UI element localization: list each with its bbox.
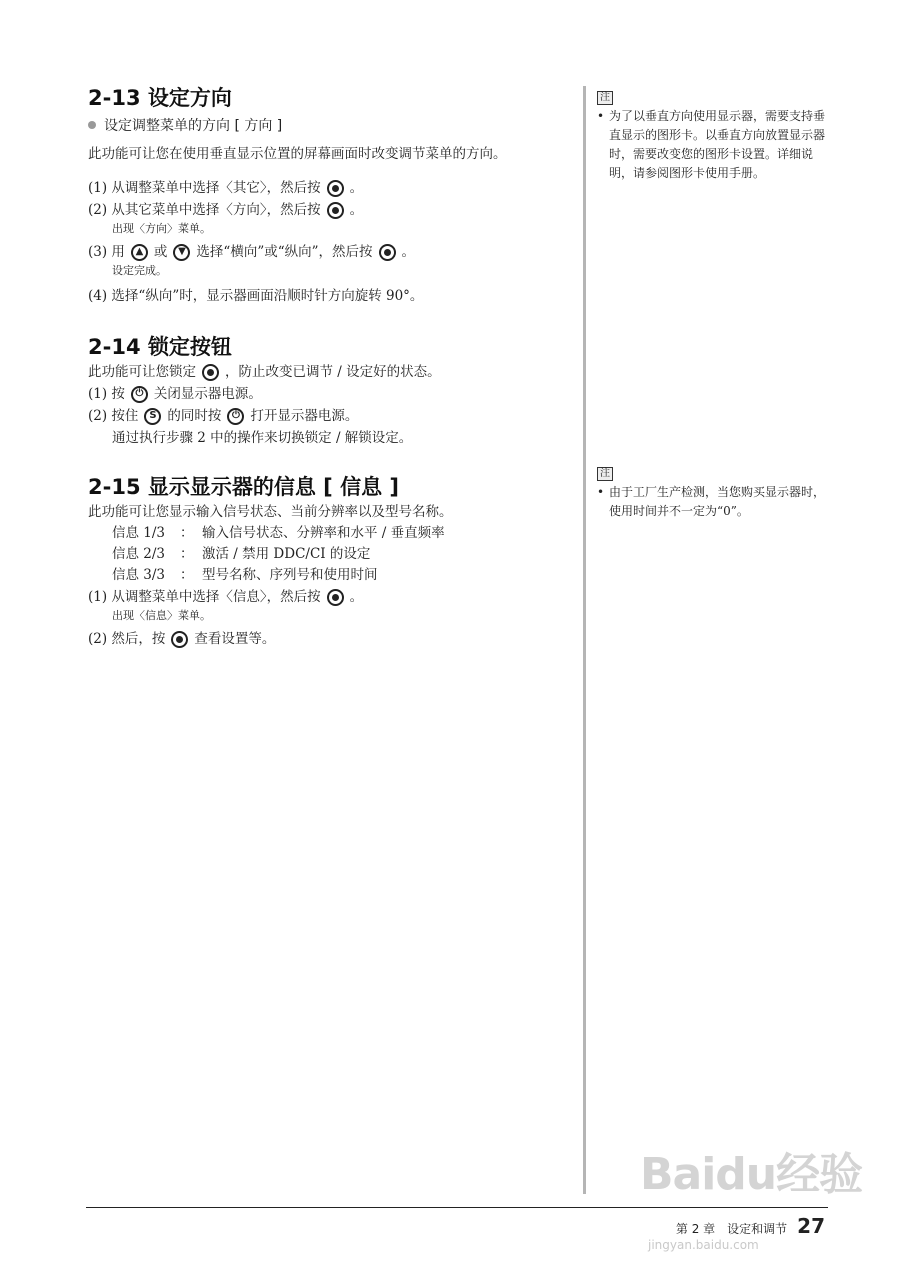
enter-button-icon: [327, 202, 344, 219]
page-footer: [676, 1214, 825, 1238]
note-body: [597, 107, 827, 183]
step-item: [88, 405, 578, 427]
step-text: (3) 用: [88, 244, 125, 260]
baidu-watermark-logo: Baidu经验: [640, 1149, 863, 1200]
note-bullet: •: [597, 485, 605, 499]
step-text: 查看设置等。: [194, 631, 276, 647]
section-title-2-15: 2-15 显示显示器的信息 [ 信息 ]: [88, 475, 399, 499]
step-text: 。: [401, 244, 416, 260]
info-key: 信息 1/3: [112, 525, 166, 541]
info-key: 信息 2/3: [112, 546, 166, 562]
step-text: (1) 按: [88, 386, 125, 402]
power-button-icon: ⏻: [227, 408, 244, 425]
info-row: [112, 544, 578, 565]
note-text: 为了以垂直方向使用显示器，需要支持垂直显示的图形卡。以垂直方向放置显示器时，需要改变您的图形卡设置。详细说明，请参阅图形卡使用手册。: [609, 109, 826, 180]
step-text: 的同时按: [167, 408, 222, 424]
section-description: 此功能可让您在使用垂直显示位置的屏幕画面时改变调节菜单的方向。: [88, 146, 507, 162]
step-item: [88, 199, 578, 221]
desc-text: ，防止改变已调节 / 设定好的状态。: [225, 364, 441, 380]
step-item: [88, 628, 578, 650]
watermark-url: jingyan.baidu.com: [648, 1238, 759, 1252]
step-text: (2) 从其它菜单中选择〈方向〉，然后按: [88, 202, 321, 218]
step-item: [88, 177, 578, 199]
down-arrow-button-icon: ▼: [173, 244, 190, 261]
note-tag: 注: [597, 467, 613, 481]
section-subtitle-2-13: [88, 115, 578, 135]
info-value: 激活 / 禁用 DDC/CI 的设定: [202, 546, 371, 562]
bullet-dot-icon: [88, 121, 96, 129]
step-text: 。: [349, 202, 364, 218]
step-text: 打开显示器电源。: [250, 408, 359, 424]
step-item: [88, 383, 578, 405]
step-item: [88, 586, 578, 608]
step-text: (1) 从调整菜单中选择〈信息〉，然后按: [88, 589, 321, 605]
enter-button-icon: [171, 631, 188, 648]
enter-button-icon: [379, 244, 396, 261]
main-column: [88, 84, 578, 650]
chapter-label: 第 2 章 设定和调节: [675, 1222, 788, 1236]
step-text: (2) 然后，按: [88, 631, 166, 647]
step-text: 关闭显示器电源。: [153, 386, 262, 402]
side-note-info: [597, 461, 827, 521]
section-title-2-14: 2-14 锁定按钮: [88, 335, 232, 359]
subtitle-text: 设定调整菜单的方向 [ 方向 ]: [104, 118, 283, 134]
step-text: 选择“横向”或“纵向”，然后按: [196, 244, 373, 260]
note-body: [597, 483, 827, 521]
section-description: [88, 361, 578, 383]
step-text: 。: [349, 589, 364, 605]
section-description: 此功能可让您显示输入信号状态、当前分辨率以及型号名称。: [88, 504, 453, 520]
column-divider: [583, 86, 586, 1194]
note-bullet: •: [597, 109, 605, 123]
step-item: [88, 241, 578, 263]
info-sep: ：: [180, 567, 194, 583]
info-sep: ：: [180, 525, 194, 541]
footer-rule: [86, 1207, 828, 1208]
s-button-icon: S: [144, 408, 161, 425]
enter-button-icon: [327, 180, 344, 197]
step-text: 或: [153, 244, 168, 260]
note-tag: 注: [597, 91, 613, 105]
step-text: 。: [349, 180, 364, 196]
desc-text: 此功能可让您锁定: [88, 364, 196, 380]
step-note: 通过执行步骤 2 中的操作来切换锁定 / 解锁设定。: [112, 430, 413, 446]
step-text: (2) 按住: [88, 408, 139, 424]
step-item: (4) 选择“纵向”时，显示器画面沿顺时针方向旋转 90°。: [88, 288, 424, 304]
step-note: 出现〈方向〉菜单。: [112, 222, 211, 235]
info-sep: ：: [180, 546, 194, 562]
note-text: 由于工厂生产检测，当您购买显示器时，使用时间并不一定为“0”。: [609, 485, 826, 518]
info-value: 输入信号状态、分辨率和水平 / 垂直频率: [202, 525, 445, 541]
info-row: [112, 565, 578, 586]
side-note-orientation: [597, 85, 827, 183]
step-note: 设定完成。: [112, 264, 167, 277]
up-arrow-button-icon: ▲: [131, 244, 148, 261]
enter-button-icon: [327, 589, 344, 606]
page-number: 27: [797, 1214, 825, 1238]
section-title-2-13: 2-13 设定方向: [88, 86, 232, 110]
info-row: [112, 523, 578, 544]
step-note: 出现〈信息〉菜单。: [112, 609, 211, 622]
enter-button-icon: [202, 364, 219, 381]
info-key: 信息 3/3: [112, 567, 166, 583]
power-button-icon: ⏻: [131, 386, 148, 403]
step-text: (1) 从调整菜单中选择〈其它〉，然后按: [88, 180, 321, 196]
info-value: 型号名称、序列号和使用时间: [202, 567, 378, 583]
